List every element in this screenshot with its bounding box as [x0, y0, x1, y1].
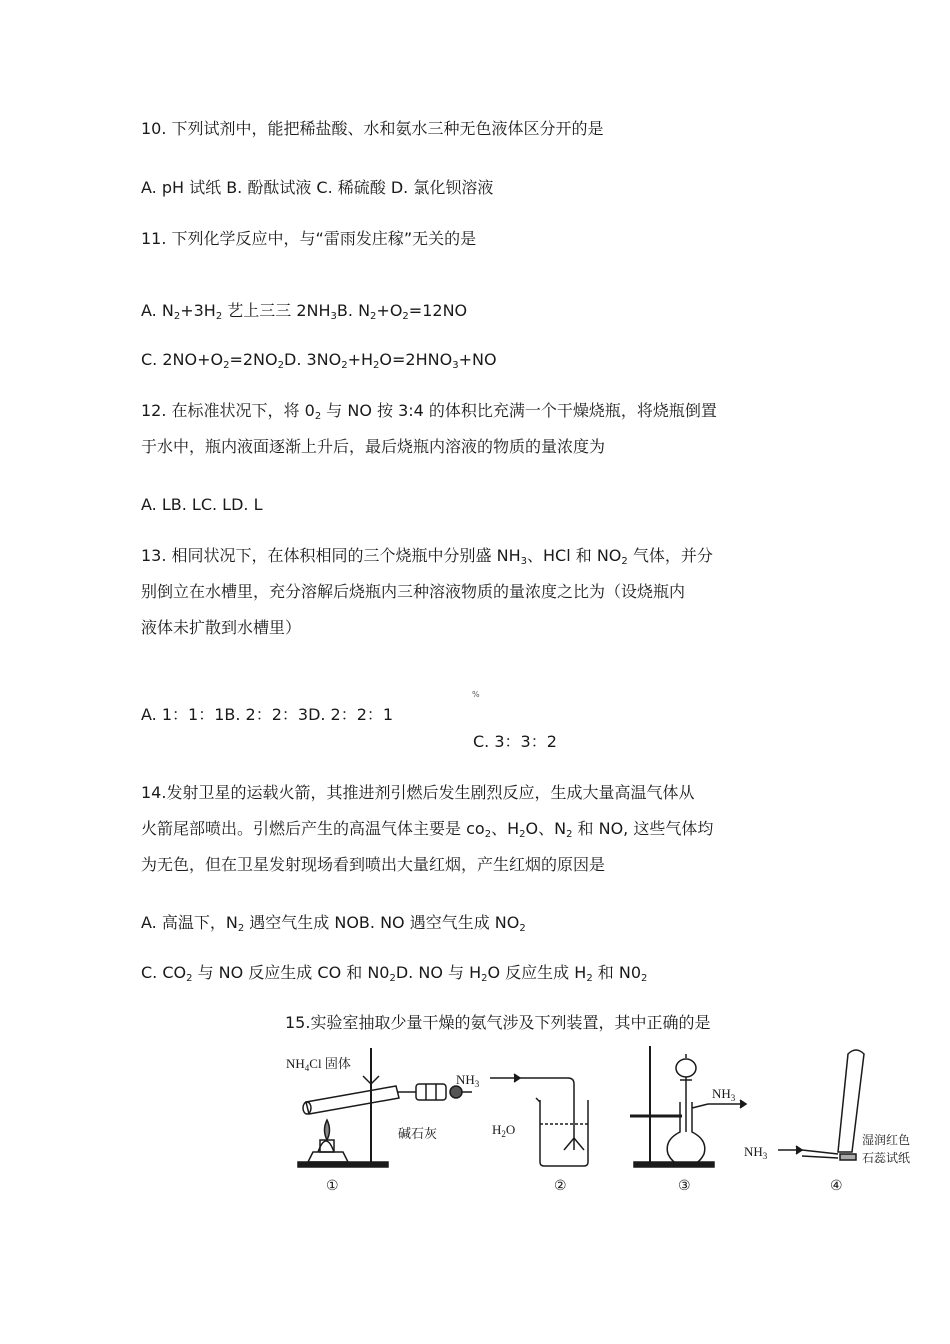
q11-options-cd: C. $2NO+O_2=2NO_2D$. $3NO_2+H_2O=2HNO_3+NO$: [141, 350, 497, 371]
q14-stem-line3: 为无色，但在卫星发射现场看到喷出大量红烟，产生红烟的原因是: [141, 855, 606, 874]
q13-stem-line2: 别倒立在水槽里，充分溶解后烧瓶内三种溶液物质的量浓度之比为（设烧瓶内: [141, 582, 686, 601]
q14-stem-line1: 14.发射卫星的运载火箭，其推进剂引燃后发生剧烈反应，生成大量高温气体从: [141, 783, 695, 802]
q15-stem: 15.实验室抽取少量干燥的氨气涉及下列装置，其中正确的是: [285, 1013, 711, 1032]
q14-stem-line2: 火箭尾部喷出。引燃后产生的高温气体主要是 $co_2$、$H_2O$、$N_2$ 和 NO, 这些气体均: [141, 819, 714, 840]
q14-options-cd: C. $CO_2$ 与 NO 反应生成 CO 和 $N0_2D$. NO 与 $H_2O$ 反应生成 $H_2$ 和 $N0_2$: [141, 963, 648, 984]
apparatus-4: [778, 1050, 864, 1160]
q12-options: A. LB. LC. LD. L: [141, 495, 263, 514]
fig4-paper-label-2: 石蕊试纸: [862, 1151, 911, 1165]
q12-stem-line1: 12. 在标准状况下，将 $0_2$ 与 NO 按 3:4 的体积比充满一个干燥烧瓶，将烧瓶倒置: [141, 401, 717, 422]
q14-options-ab: A. 高温下，$N_2$ 遇空气生成 NOB. NO 遇空气生成 $NO_2$: [141, 913, 526, 934]
fig3-number: ③: [678, 1179, 691, 1194]
q11-stem: 11. 下列化学反应中，与“雷雨发庄稼”无关的是: [141, 229, 477, 248]
fig1-label: $NH_4Cl$ 固体: [286, 1056, 351, 1073]
apparatus-3: [630, 1046, 746, 1167]
q12-stem-line2: 于水中，瓶内液面逐渐上升后，最后烧瓶内溶液的物质的量浓度为: [141, 437, 606, 456]
q10-stem: 10. 下列试剂中，能把稀盐酸、水和氨水三种无色液体区分开的是: [141, 119, 604, 138]
fig2-h2o-label: $H_2O$: [492, 1122, 516, 1139]
fig4-paper-label-1: 湿润红色: [862, 1133, 911, 1147]
fig1-soda-lime-label: 碱石灰: [398, 1126, 438, 1141]
q13-stem-line1: 13. 相同状况下，在体积相同的三个烧瓶中分别盛 $NH_3$、HCl 和 $NO_2$ 气体，并分: [141, 546, 713, 567]
q10-options: A. pH 试纸 B. 酚酞试液 C. 稀硫酸 D. 氯化钡溶液: [141, 178, 494, 197]
q13-option-c: C. 3：3：2: [473, 732, 557, 751]
fig2-nh3-label: $NH_3$: [456, 1072, 480, 1089]
fig1-number: ①: [326, 1179, 339, 1194]
fig4-nh3-label: $NH_3$: [744, 1144, 768, 1161]
fig2-number: ②: [554, 1179, 567, 1194]
fig3-nh3-label: $NH_3$: [712, 1086, 736, 1103]
q13-options-abd: A. 1：1：1B. 2：2：3D. 2：2：1: [141, 705, 394, 724]
q13-stem-line3: 液体未扩散到水槽里）: [141, 618, 302, 637]
apparatus-2: [490, 1074, 588, 1166]
fig4-number: ④: [830, 1179, 843, 1194]
q11-options-ab: A. $N_2+3H_2$ 艺上三三 $2NH_3B$. $N_2+O_2=12NO$: [141, 301, 468, 322]
apparatus-figure: [278, 1040, 918, 1200]
q13-stray-mark: %: [472, 690, 480, 699]
